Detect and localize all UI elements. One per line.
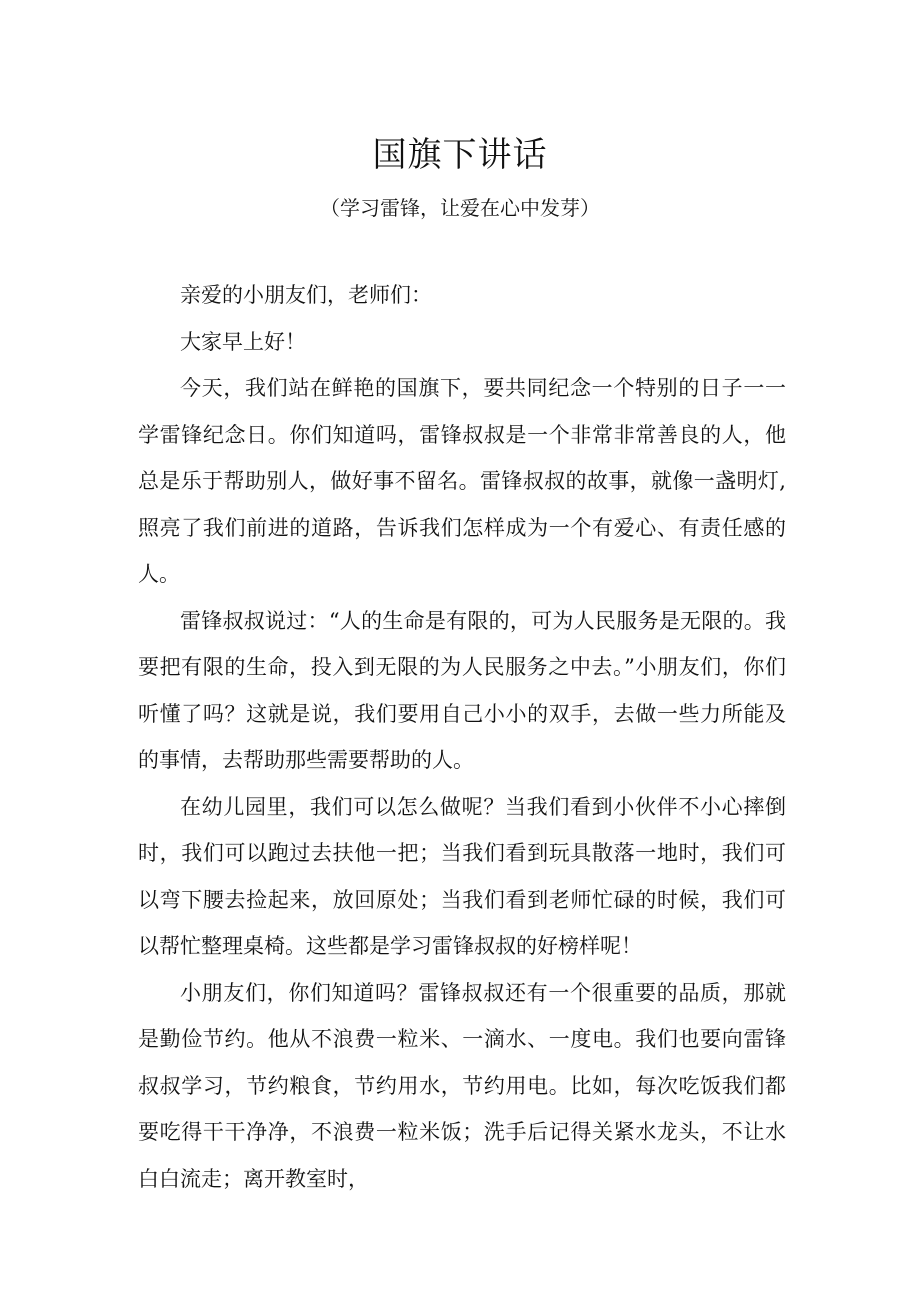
paragraph-greeting: 亲爱的小朋友们，老师们： xyxy=(180,283,432,307)
document-body xyxy=(138,272,786,1202)
page-title: 国旗下讲话 xyxy=(372,135,548,175)
page-subtitle: （学习雷锋，让爱在心中发芽） xyxy=(320,196,600,220)
paragraph-quote: 雷锋叔叔说过：“人的生命是有限的，可为人民服务是无限的。我要把有限的生命，投入到无限的为人民服务之中去。”小朋友们，你们听懂了吗？这就是说，我们要用自己小小的双手，去做一些力所能及的事情，去帮助那些需要帮助的人。 xyxy=(138,608,786,772)
paragraph-thrift: 小朋友们，你们知道吗？雷锋叔叔还有一个很重要的品质，那就是勤俭节约。他从不浪费一粒米、一滴水、一度电。我们也要向雷锋叔叔学习，节约粮食，节约用水，节约用电。比如，每次吃饭我们都要吃得干干净净，不浪费一粒米饭；洗手后记得关紧水龙头，不让水白白流走；离开教室时， xyxy=(138,980,786,1191)
paragraph-good-morning: 大家早上好！ xyxy=(180,329,306,354)
paragraph-kindergarten: 在幼儿园里，我们可以怎么做呢？当我们看到小伙伴不小心摔倒时，我们可以跑过去扶他一把；当我们看到玩具散落一地时，我们可以弯下腰去捡起来，放回原处；当我们看到老师忙碌的时候，我们可以帮忙整理桌椅。这些都是学习雷锋叔叔的好榜样呢！ xyxy=(138,794,786,958)
paragraph-intro: 今天，我们站在鲜艳的国旗下，要共同纪念一个特别的日子一一学雷锋纪念日。你们知道吗，雷锋叔叔是一个非常非常善良的人，他总是乐于帮助别人，做好事不留名。雷锋叔叔的故事，就像一盏明灯,照亮了我们前进的道路，告诉我们怎样成为一个有爱心、有责任感的人。 xyxy=(138,376,786,586)
